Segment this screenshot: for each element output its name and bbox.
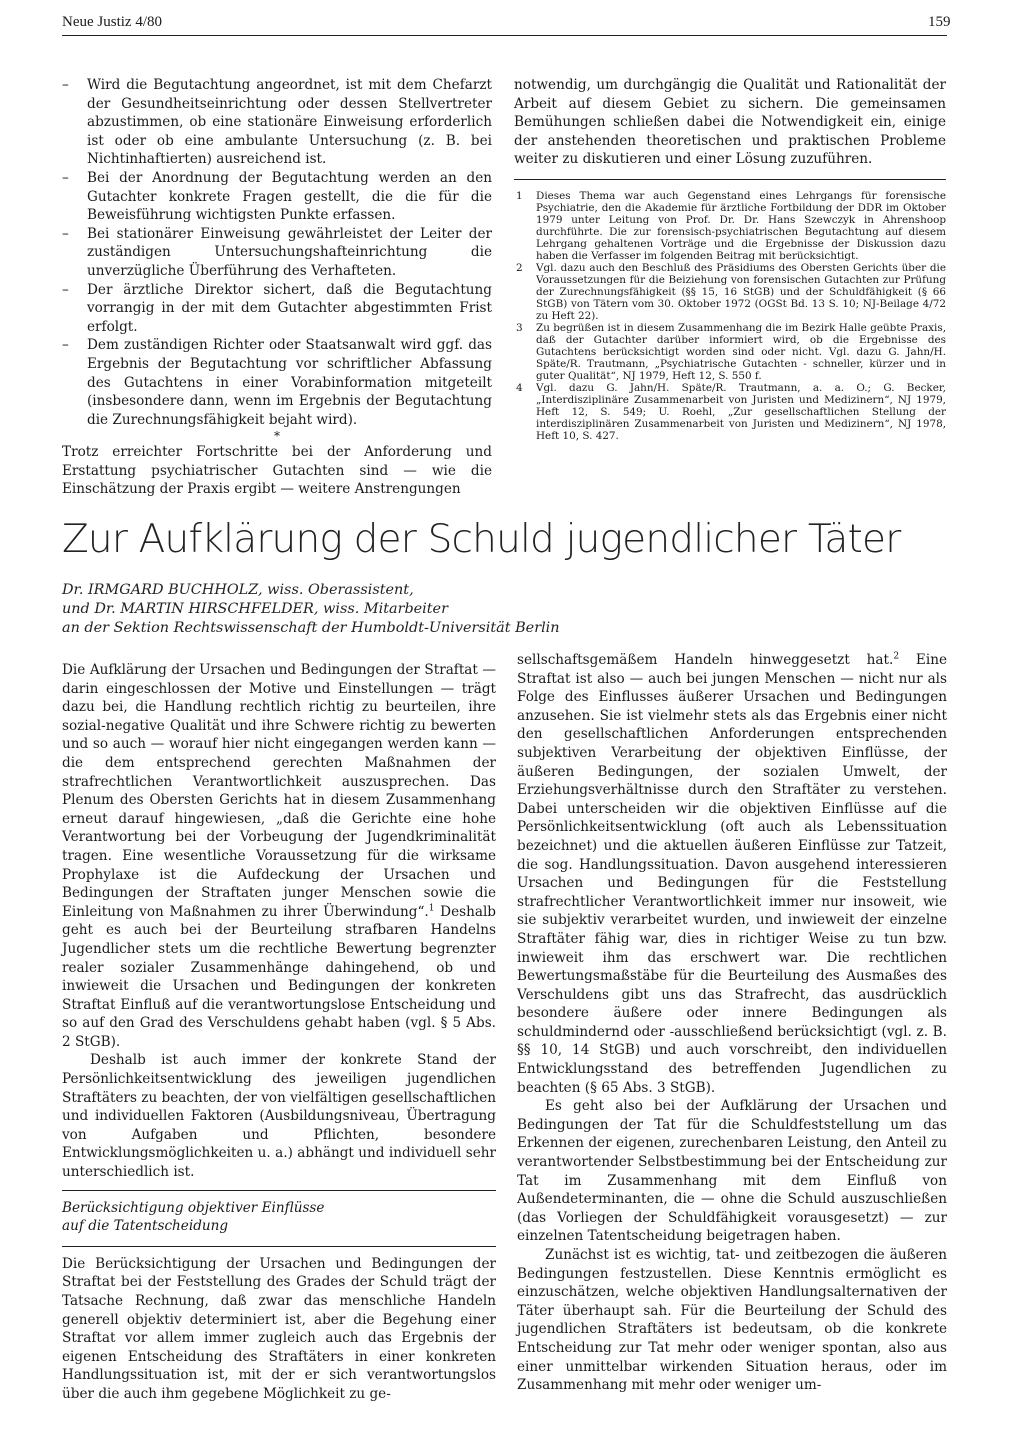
bullet-dash: – (62, 281, 69, 298)
bullet-item: – Der ärztliche Direktor sichert, daß die Begutachtung vorrangig in der mit dem Gutachter abgestimmten Frist erfolgt. (62, 281, 492, 335)
author-line: und Dr. MARTIN HIRSCHFELDER, wiss. Mitarbeiter (62, 601, 448, 617)
bullet-dash: – (62, 77, 69, 93)
journal-header: Neue Justiz 4/80 (62, 14, 162, 30)
footnote-ref: 1 (428, 903, 435, 914)
article-authors (62, 581, 762, 638)
previous-article-right-column (514, 76, 946, 442)
footnote-ref: 2 (893, 651, 900, 662)
closing-paragraph-left: Trotz erreichter Fortschritte bei der Anforderung und Erstattung psychiatrischer Gutachten sind — wie die Einschätzung der Praxis ergibt — weitere Anstrengungen (62, 444, 492, 498)
author-affiliation: an der Sektion Rechtswissenschaft der Humboldt-Universität Berlin (62, 620, 560, 636)
bullet-item: – Bei der Anordnung der Begutachtung werden an den Gutachter konkrete Fragen gestellt, die die für die Beweisführung wichtigsten Punkte erfassen. (62, 169, 492, 224)
article-title: Zur Aufklärung der Schuld jugendlicher Täter (62, 517, 901, 562)
body-paragraph: sellschaftsgemäßem Handeln hinweggesetzt hat.$^2$ Eine Straftat ist also — auch bei jungen Menschen — nicht nur als Folge des Einflusses äußerer Ursachen und Bedingungen anzusehen. Sie ist vielmehr stets als das Ergebnis einer nicht den gesellschaftlichen Anforderungen entsprechenden subjektiven Verarbeitung der objektiven Einflüsse, der äußeren Bedingungen, der sozialen Umwelt, der Erziehungsverhältnisse durch den Straftäter zu verstehen. Dabei unterscheiden wir die objektiven Einflüsse auf die Persönlichkeitsentwicklung (oft auch als Lebenssituation bezeichnet) und die aktuellen äußeren Einflüsse zur Tatzeit, die sog. Handlungssituation. Davon ausgehend interessieren Ursachen und Bedingungen für die Feststellung strafrechtlicher Verantwortlichkeit immer nur insoweit, wie sie subjektiv verarbeitet wurden, und inwieweit der einzelne Straftäter fähig war, dies in richtiger Weise zu tun bzw. inwieweit ihm das erschwert war. Die rechtlichen Bewertungsmaßstäbe für die Beurteilung des Ausmaßes des Verschuldens gibt uns das Strafrecht, das ausdrücklich besondere äußere oder innere Bedingungen als schuldmindernd oder -ausschließend berücksichtigt (vgl. z. B. §§ 10, 14 StGB) und auch vorschreibt, den individuellen Entwicklungsstand des betreffenden Jugendlichen zu beachten (§ 65 Abs. 3 StGB). (517, 651, 947, 1096)
author-line: Dr. IRMGARD BUCHHOLZ, wiss. Oberassistent, (62, 582, 414, 598)
body-paragraph: Die Berücksichtigung der Ursachen und Bedingungen der Straftat bei der Feststellung des Grades der Schuld trägt der Tatsache Rechnung, daß zwar das menschliche Handeln generell objektiv determiniert ist, aber die Begehung einer Straftat vor allem immer zugleich auch das Ergebnis der eigenen Entscheidung des Straftäters in einer konkreten Handlungssituation ist, mit der er sich verantwortungslos über die auch ihm gegebene Möglichkeit zu ge- (62, 1255, 496, 1402)
bullet-dash: – (62, 337, 69, 354)
footnote-number: 4 (516, 381, 523, 394)
subheading-rule (62, 1190, 496, 1191)
page-number: 159 (928, 14, 951, 30)
footnotes-rule (514, 179, 946, 180)
article-left-column (62, 661, 496, 1404)
article-right-column (517, 651, 947, 1395)
closing-paragraph-right: notwendig, um durchgängig die Qualität und Rationalität der Arbeit auf diesem Gebiet zu sichern. Die gemeinsamen Bemühungen schließen dabei die Notwendigkeit ein, einige der anstehenden theoretischen und praktischen Probleme weiter zu diskutieren und einer Lösung zuzuführen. (514, 77, 946, 168)
body-paragraph: Die Aufklärung der Ursachen und Bedingungen der Straftat — darin eingeschlossen der Motive und Einstellungen — trägt dazu bei, die Handlung rechtlich richtig zu beurteilen, ihre sozial-negative Qualität und ihre Schwere richtig zu bewerten und so auch — worauf hier nicht eingegangen werden kann — die dem entsprechend gerechten Maßnahmen der strafrechtlichen Verantwortlichkeit auszusprechen. Das Plenum des Obersten Gerichts hat in diesem Zusammenhang erneut darauf hingewiesen, „daß die Gerichte eine hohe Verantwortung bei der Vorbeugung der Jugendkriminalität tragen. Eine wesentliche Voraussetzung für die wirksame Prophylaxe ist die Aufdeckung der Ursachen und Bedingungen der Straftaten junger Menschen sowie die Einleitung von Maßnahmen zu ihrer Überwindung“.$^1$ Deshalb geht es auch bei der Beurteilung strafbaren Handelns Jugendlicher stets um die rechtliche Bewertung begrenzter realer sozialer Zusammenhänge dahingehend, ob und inwieweit die Ursachen und Bedingungen der konkreten Straftat Einfluß auf die verantwortungslose Entscheidung und so auf den Grad des Verschuldens gehabt haben (vgl. § 5 Abs. 2 StGB). (62, 662, 496, 1050)
header-rule (62, 35, 947, 36)
bullet-item: – Bei stationärer Einweisung gewährleistet der Leiter der zuständigen Untersuchungshafteinrichtung die unverzügliche Überführung des Verhafteten. (62, 225, 492, 279)
bullet-dash: – (62, 225, 69, 242)
footnote: 1 Dieses Thema war auch Gegenstand eines Lehrgangs für forensische Psychiatrie, den die Akademie für ärztliche Fortbildung der DDR im Oktober 1979 unter Leitung von Prof. Dr. Dr. Hans Szewczyk in Ahrenshoop durchführte. Die zur forensisch-psychiatrischen Begutachtung auf diesem Lehrgang gehaltenen Vorträge und die Ergebnisse der Diskussion dazu haben die Verfasser im folgenden Beitrag mit berücksichtigt. (516, 189, 946, 262)
subheading: Berücksichtigung objektiver Einflüsse auf die Tatentscheidung (62, 1199, 325, 1235)
footnote-number: 1 (516, 189, 523, 202)
previous-article-left-column (62, 76, 492, 499)
footnote: 3 Zu begrüßen ist in diesem Zusammenhang die im Bezirk Halle geübte Praxis, daß der Gutachter darüber informiert wird, ob die Ergebnisse des Gutachtens berücksichtigt worden sind oder nicht. Vgl. dazu G. Jahn/H. Späte/R. Trautmann, „Psychiatrische Gutachten - schneller, kürzer und in guter Qualität“, NJ 1979, Heft 12, S. 550 f. (516, 321, 946, 382)
section-separator: * (274, 429, 280, 444)
footnote-number: 3 (516, 321, 523, 334)
body-paragraph: Zunächst ist es wichtig, tat- und zeitbezogen die äußeren Bedingungen festzustellen. Diese Kenntnis ermöglicht es einzuschätzen, welche objektiven Handlungsalternativen der Täter überhaupt sah. Für die Beurteilung der Schuld des jugendlichen Straftäters ist bedeutsam, ob die konkrete Entscheidung zur Tat mehr oder weniger spontan, also aus einer unmittelbar wirkenden Situation heraus, oder im Zusammenhang mit mehr oder weniger um- (517, 1247, 947, 1394)
bullet-dash: – (62, 169, 69, 186)
footnote: 4 Vgl. dazu G. Jahn/H. Späte/R. Trautmann, a. a. O.; G. Becker, „Interdisziplinäre Zusammenarbeit von Juristen und Medizinern“, NJ 1979, Heft 12, S. 549; U. Roehl, „Zur gesellschaftlichen Stellung der interdisziplinären Zusammenarbeit von Juristen und Medizinern“, NJ 1978, Heft 10, S. 427. (516, 381, 946, 442)
body-paragraph: Deshalb ist auch immer der konkrete Stand der Persönlichkeitsentwicklung des jeweiligen jugendlichen Straftäters zu beachten, der von vielfältigen gesellschaftlichen und individuellen Faktoren (Ausbildungsniveau, Übertragung von Aufgaben und Pflichten, besondere Entwicklungsmöglichkeiten u. a.) abhängt und individuell sehr unterschiedlich ist. (62, 1052, 496, 1181)
footnote: 2 Vgl. dazu auch den Beschluß des Präsidiums des Obersten Gerichts über die Voraussetzungen für die Beiziehung von forensischen Gutachten zur Prüfung der Zurechnungsfähigkeit (§§ 15, 16 StGB) und der Schuldfähigkeit (§ 66 StGB) von Tätern vom 30. Oktober 1972 (OGSt Bd. 13 S. 10; NJ-Beilage 4/72 zu Heft 22). (516, 261, 946, 322)
footnote-number: 2 (516, 261, 523, 274)
subheading-rule (62, 1246, 496, 1247)
body-paragraph: Es geht also bei der Aufklärung der Ursachen und Bedingungen der Tat für die Schuldfeststellung um das Erkennen der eigenen, zurechenbaren Leistung, den Anteil zu verantwortender Selbstbestimmung bei der Entscheidung zur Tat im Zusammenhang mit dem Einfluß von Außendeterminanten, die — ohne die Schuld auszuschließen (das Vorliegen der Schuldfähigkeit vorausgesetzt) — zur einzelnen Tatentscheidung beigetragen haben. (517, 1098, 947, 1245)
bullet-item: – Wird die Begutachtung angeordnet, ist mit dem Chefarzt der Gesundheitseinrichtung oder dessen Stellvertreter abzustimmen, ob eine stationäre Einweisung erforderlich ist oder ob eine ambulante Untersuchung (z. B. bei Nichtinhaftierten) ausreichend ist. (62, 77, 492, 168)
bullet-item: – Dem zuständigen Richter oder Staatsanwalt wird ggf. das Ergebnis der Begutachtung vor schriftlicher Abfassung des Gutachtens in einer Vorabinformation mitgeteilt (insbesondere dann, wenn im Ergebnis der Begutachtung die Zurechnungsfähigkeit bejaht wird). (62, 337, 492, 428)
